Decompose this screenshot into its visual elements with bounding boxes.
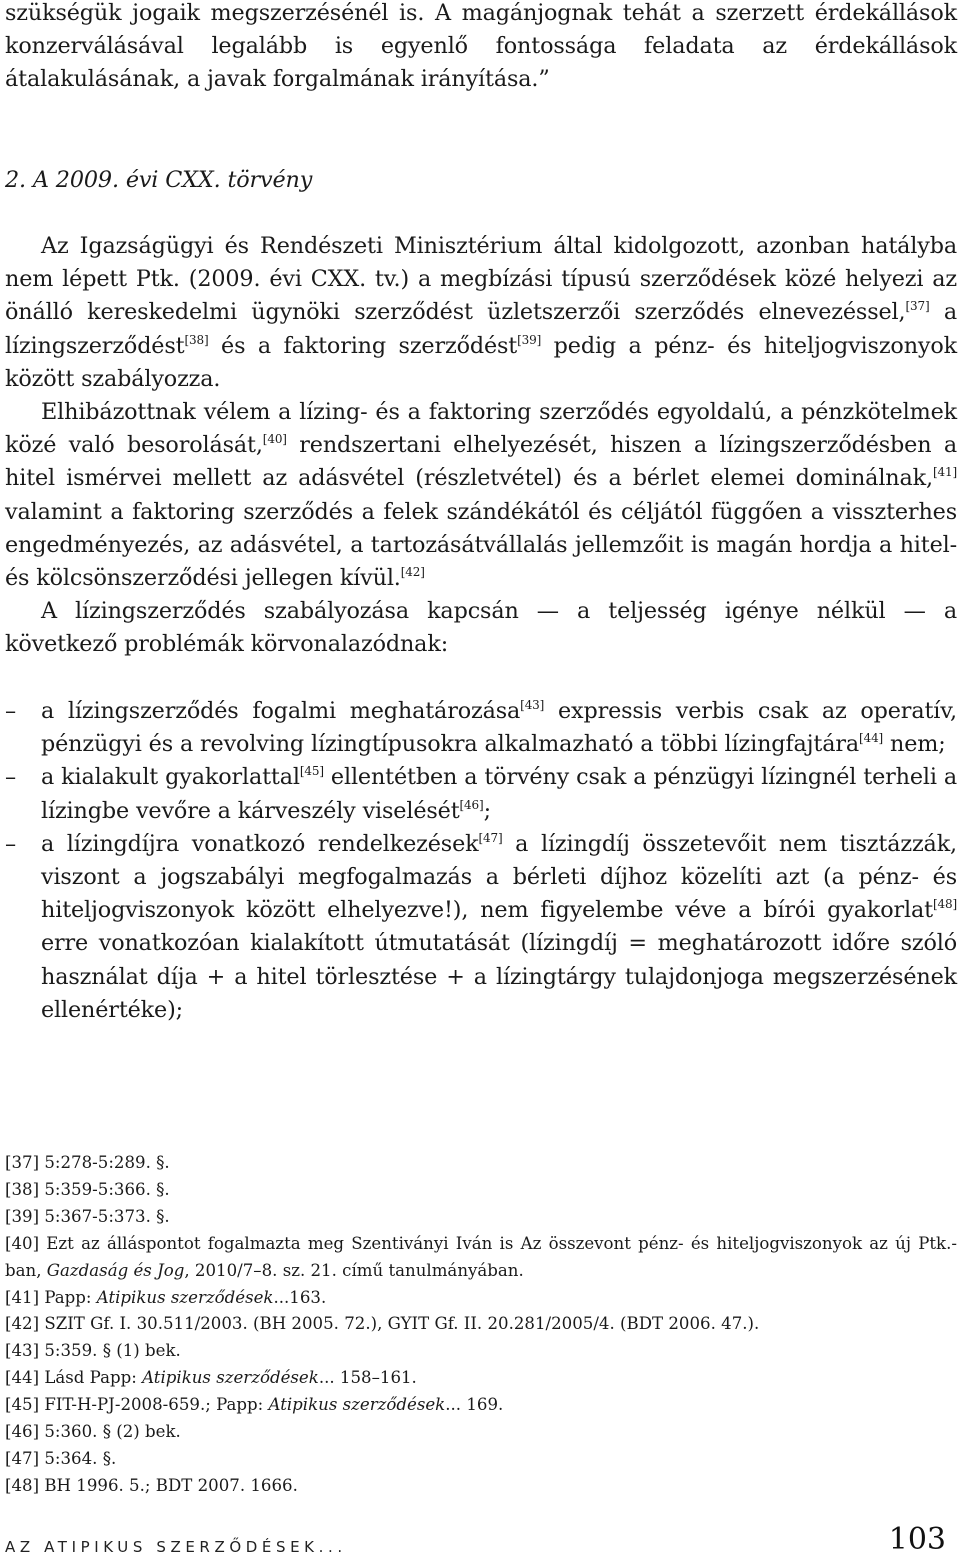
paragraph-critique	[5, 396, 957, 595]
problem-list	[5, 695, 957, 1027]
list-item-text: expressis verbis csak az operatív, pénzügyi és a revolving lízingtípusokra alkalmazható a többi lízingfajtára	[41, 698, 957, 758]
footnote-text: ...163.	[273, 1287, 327, 1307]
paragraph-text: valamint a faktoring szerződés a felek szándékától és céljától függően a visszterhes engedményezés, az adásvétel, a tartozásátvállalás jellemzőit is magán hordja a hitel- és kölcsönszerződési jellegen kívül.	[5, 498, 957, 592]
list-item	[5, 695, 957, 761]
footnote-book-title: Atipikus szerződések	[96, 1287, 274, 1307]
footnote-ref-38[interactable]: [38]	[184, 332, 209, 347]
page-number: 103	[888, 1522, 946, 1557]
footnote-44	[5, 1365, 957, 1392]
section-heading	[5, 164, 957, 197]
paragraph-text: pedig a pénz- és hiteljogviszonyok között szabályozza.	[5, 332, 957, 392]
footnote-text: [45] FIT-H-PJ-2008-659.; Papp:	[5, 1395, 269, 1415]
paragraph-text: a lízingszerződést	[5, 299, 957, 359]
footnote-ref-46[interactable]: [46]	[459, 797, 484, 812]
footnote-ref-47[interactable]: [47]	[478, 830, 503, 845]
list-item	[5, 828, 957, 1027]
footnote-ref-40[interactable]: [40]	[262, 432, 287, 447]
footnote-ref-45[interactable]: [45]	[299, 764, 324, 779]
footnote-text: , 2010/7–8. sz. 21. című tanulmányában.	[184, 1260, 524, 1280]
footnote-ref-37[interactable]: [37]	[905, 299, 930, 314]
paragraph-text: rendszertani elhelyezését, hiszen a lízingszerződésben a hitel ismérvei mellett az adásvétel (részletvétel) és a bérlet elemei dominálnak,	[5, 432, 957, 492]
list-item-text: a lízingdíjra vonatkozó rendelkezések	[41, 830, 479, 857]
section-heading-text: 2. A 2009. évi CXX. törvény	[5, 167, 313, 193]
footnote-40	[5, 1231, 957, 1285]
footnote-43: [43] 5:359. § (1) bek.	[5, 1341, 181, 1361]
footnote-text: [41] Papp:	[5, 1287, 97, 1307]
list-item-text: a lízingszerződés fogalmi meghatározása	[41, 698, 521, 724]
running-title: AZ ATIPIKUS SZERZŐDÉSEK...	[5, 1538, 347, 1556]
footnote-45	[5, 1392, 957, 1419]
list-item-text: a lízingdíj összetevőit nem tisztázzák, viszont a jogszabályi megfogalmazás a bérleti díjhoz közelíti azt (a pénz- és hiteljogviszonyok között elhelyezve!), nem figyelembe véve a bírói gyakorlat	[41, 830, 957, 924]
footnote-journal-title: Gazdaság és Jog	[46, 1260, 185, 1280]
footnote-ref-39[interactable]: [39]	[517, 332, 542, 347]
footnote-48: [48] BH 1996. 5.; BDT 2007. 1666.	[5, 1475, 298, 1495]
list-item-text: erre vonatkozóan kialakított útmutatását (lízingdíj = meghatározott időre szóló használat díja + a hitel törlesztése + a lízingtárgy tulajdonjoga megszerzésének ellenértéke);	[41, 930, 957, 1023]
footnote-text: ... 169.	[445, 1395, 504, 1415]
footnote-41	[5, 1285, 957, 1312]
intro-paragraph: szükségük jogaik megszerzésénél is. A magánjognak tehát a szerzett érdekállások konzerválásával legalább is egyenlő fontossága feladata az érdekállások átalakulásának, a javak forgalmának irányítása.”	[5, 0, 957, 93]
footnotes	[5, 1150, 957, 1500]
footnote-46: [46] 5:360. § (2) bek.	[5, 1422, 181, 1442]
footnote-text: [44] Lásd Papp:	[5, 1368, 143, 1388]
dash-bullet: –	[5, 698, 16, 724]
footnote-ref-48[interactable]: [48]	[932, 897, 957, 912]
paragraph-problems-intro: A lízingszerződés szabályozása kapcsán — a teljesség igénye nélkül — a következő problémák körvonalazódnak:	[5, 598, 957, 658]
paragraph-text: Az Igazságügyi és Rendészeti Minisztérium által kidolgozott, azonban hatályba nem lépett Ptk. (2009. évi CXX. tv.) a megbízási típusú szerződések közé helyezi az önálló kereskedelmi ügynöki szerződést üzletszerzői szerződés elnevezéssel,	[5, 233, 957, 326]
footnote-text: ... 158–161.	[318, 1368, 417, 1388]
footnote-38: [38] 5:359-5:366. §.	[5, 1179, 170, 1199]
footnote-37: [37] 5:278-5:289. §.	[5, 1153, 170, 1172]
paragraph-ptk	[5, 230, 957, 396]
list-item-text: ;	[483, 797, 491, 824]
list-item	[5, 761, 957, 827]
paragraph-text: és a faktoring szerződést	[208, 332, 518, 359]
list-item-text: ellentétben a törvény csak a pénzügyi lízingnél terheli a lízingbe vevőre a kárveszély viselését	[41, 764, 957, 824]
footnote-book-title: Atipikus szerződések	[268, 1395, 446, 1415]
footnote-ref-41[interactable]: [41]	[932, 465, 957, 480]
dash-bullet: –	[5, 764, 16, 791]
list-item-text: nem;	[883, 731, 946, 758]
footnote-book-title: Atipikus szerződések	[142, 1368, 319, 1388]
footnote-ref-44[interactable]: [44]	[859, 731, 884, 746]
paragraph-text: Elhibázottnak vélem a lízing- és a faktoring szerződés egyoldalú, a pénzkötelmek közé való besorolását,	[5, 399, 957, 459]
footnote-ref-43[interactable]: [43]	[520, 698, 545, 712]
footnote-text: [40] Ezt az álláspontot fogalmazta meg Szentiványi Iván is Az összevont pénz- és hiteljogviszonyok az új Ptk.-ban,	[5, 1233, 957, 1280]
list-item-text: a kialakult gyakorlattal	[41, 764, 300, 791]
footnote-ref-42[interactable]: [42]	[400, 565, 425, 580]
main-text	[5, 230, 957, 662]
footnote-42: [42] SZIT Gf. I. 30.511/2003. (BH 2005. 72.), GYIT Gf. II. 20.281/2005/4. (BDT 2006. 47.).	[5, 1314, 760, 1334]
footnote-39: [39] 5:367-5:373. §.	[5, 1206, 170, 1226]
footnote-47: [47] 5:364. §.	[5, 1448, 117, 1468]
dash-bullet: –	[5, 830, 16, 857]
